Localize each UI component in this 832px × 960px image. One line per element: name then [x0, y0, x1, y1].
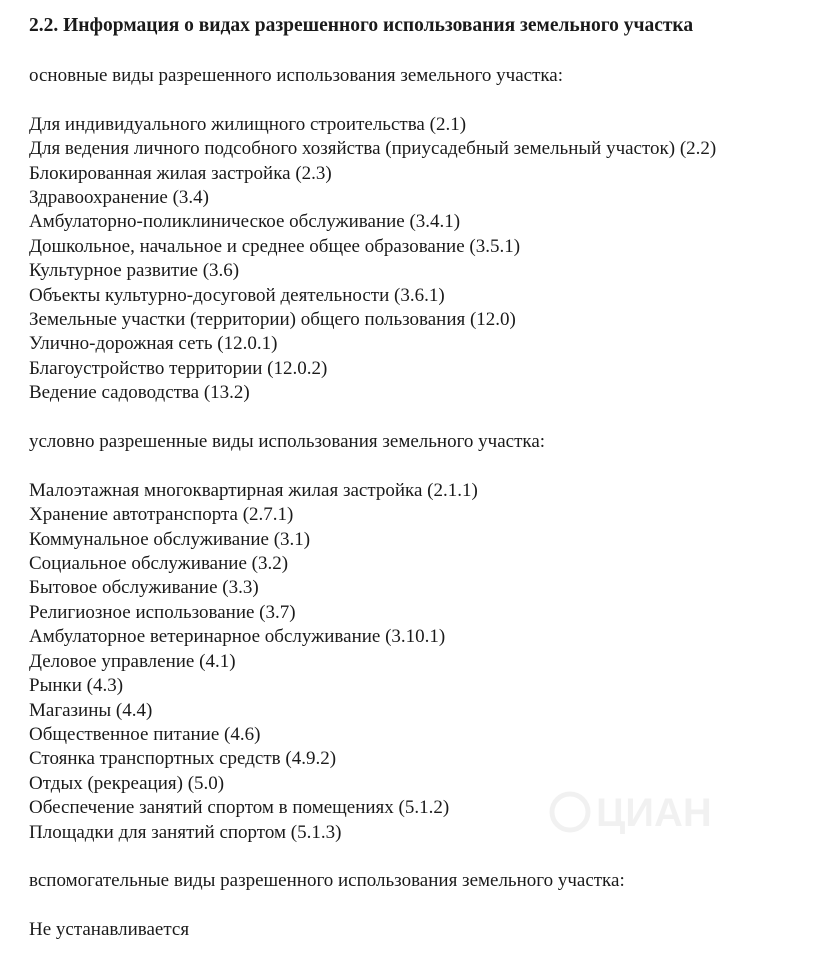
spacer [29, 894, 824, 918]
conditional-use-item: Социальное обслуживание (3.2) [29, 553, 289, 575]
conditional-use-item: Бытовое обслуживание (3.3) [29, 577, 259, 599]
main-use-item: Здравоохранение (3.4) [29, 187, 209, 209]
conditional-use-item: Обеспечение занятий спортом в помещениях (5.1.2) [29, 797, 450, 819]
conditional-use-item: Рынки (4.3) [29, 675, 124, 697]
conditional-uses-title: условно разрешенные виды использования земельного участка: [29, 431, 546, 453]
main-uses-title: основные виды разрешенного использования земельного участка: [29, 65, 564, 86]
auxiliary-uses-value: Не устанавливается [29, 919, 190, 941]
section-heading: 2.2. Информация о видах разрешенного использования земельного участка [29, 15, 694, 36]
main-use-item: Амбулаторно-поликлиническое обслуживание (3.4.1) [29, 211, 461, 233]
conditional-uses-list [29, 479, 824, 845]
spacer [29, 40, 824, 64]
main-use-item: Для индивидуального жилищного строительства (2.1) [29, 113, 467, 135]
spacer [29, 845, 824, 869]
conditional-use-item: Религиозное использование (3.7) [29, 601, 296, 623]
main-use-item: Дошкольное, начальное и среднее общее образование (3.5.1) [29, 235, 521, 257]
main-use-item: Блокированная жилая застройка (2.3) [29, 162, 332, 184]
document-page [29, 12, 824, 943]
conditional-use-item: Стоянка транспортных средств (4.9.2) [29, 748, 337, 770]
conditional-use-item: Малоэтажная многоквартирная жилая застройка (2.1.1) [29, 479, 478, 501]
main-use-item: Объекты культурно-досуговой деятельности (3.6.1) [29, 284, 445, 306]
conditional-use-item: Амбулаторное ветеринарное обслуживание (3.10.1) [29, 626, 446, 648]
spacer [29, 454, 824, 478]
main-use-item: Ведение садоводства (13.2) [29, 382, 250, 404]
conditional-use-item: Отдых (рекреация) (5.0) [29, 772, 225, 794]
auxiliary-uses-title: вспомогательные виды разрешенного использования земельного участка: [29, 870, 625, 892]
spacer [29, 406, 824, 430]
main-use-item: Культурное развитие (3.6) [29, 260, 240, 282]
main-use-item: Улично-дорожная сеть (12.0.1) [29, 333, 278, 355]
main-use-item: Земельные участки (территории) общего пользования (12.0) [29, 309, 516, 331]
conditional-use-item: Коммунальное обслуживание (3.1) [29, 528, 311, 550]
spacer [29, 88, 824, 112]
main-uses-list [29, 113, 824, 406]
watermark-text: ЦИАН [596, 791, 712, 835]
main-use-item: Благоустройство территории (12.0.2) [29, 357, 328, 379]
conditional-use-item: Хранение автотранспорта (2.7.1) [29, 504, 294, 526]
conditional-use-item: Площадки для занятий спортом (5.1.3) [29, 821, 342, 843]
conditional-use-item: Общественное питание (4.6) [29, 723, 261, 745]
conditional-use-item: Магазины (4.4) [29, 699, 153, 721]
conditional-use-item: Деловое управление (4.1) [29, 650, 236, 672]
main-use-item: Для ведения личного подсобного хозяйства (приусадебный земельный участок) (2.2) [29, 138, 717, 160]
